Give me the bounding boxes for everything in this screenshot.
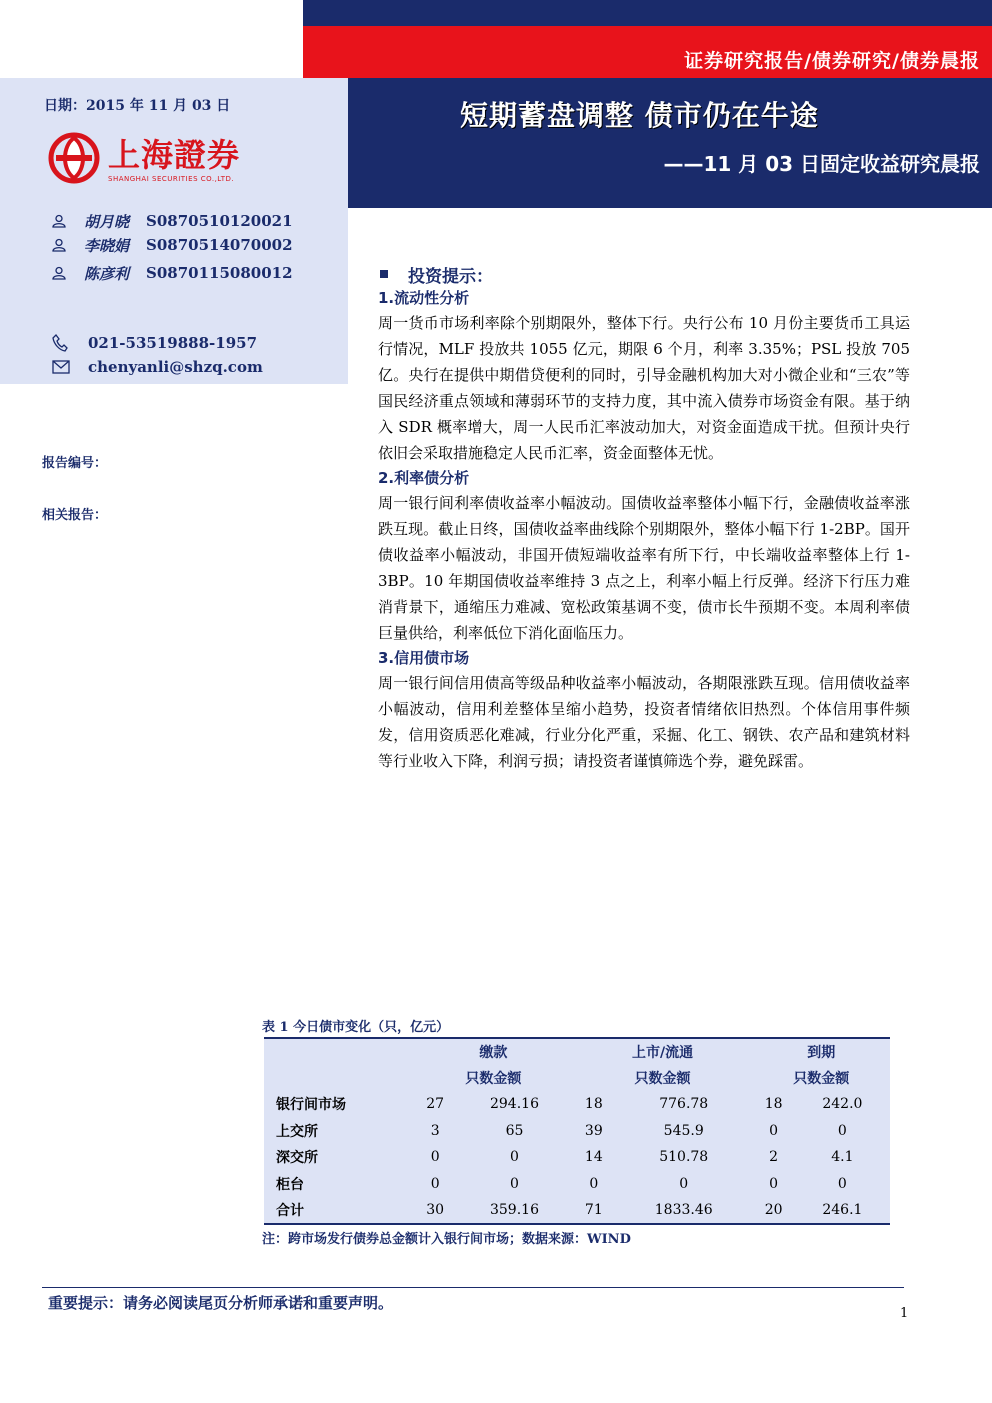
table-row-label: 柜台 bbox=[264, 1171, 414, 1198]
logo-mark-icon bbox=[48, 132, 100, 184]
table-row bbox=[264, 1144, 890, 1171]
table-header-cell: 到期 bbox=[752, 1038, 890, 1065]
table-header-cell: 缴款 bbox=[414, 1038, 573, 1065]
table-row-label: 银行间市场 bbox=[264, 1091, 414, 1118]
table-cell: 0 bbox=[752, 1171, 794, 1198]
report-number-label: 报告编号： bbox=[42, 456, 108, 471]
section-heading: 2.利率债分析 bbox=[378, 469, 470, 487]
section-body: 周一银行间利率债收益率小幅波动。国债收益率整体小幅下行，金融债收益率涨跌互现。截止日终，国债收益率曲线除个别期限外，整体小幅下行 1-2BP。国开债收益率小幅波动，非国开债短端收益率有所下行，中长端收益率整体上行 1-3BP。10 年期国债收益率维持 3 点之上，利率小幅上行反弹。经济下行压力难消背景下，通缩压力难减、宽松政策基调不变，债市长牛预期不变。本周利率债巨量供给，利率低位下消化面临压力。 bbox=[378, 494, 910, 642]
analyst-code: S0870514070002 bbox=[146, 236, 293, 254]
page-number: 1 bbox=[900, 1306, 909, 1321]
analyst-code: S0870510120021 bbox=[146, 212, 293, 230]
analyst-code: S0870115080012 bbox=[146, 264, 293, 282]
table-cell: 1833.46 bbox=[615, 1197, 752, 1224]
phone-icon bbox=[52, 334, 68, 352]
header-top-band bbox=[303, 0, 992, 26]
person-icon bbox=[52, 266, 66, 280]
table-cell: 0 bbox=[414, 1171, 456, 1198]
table-caption: 表 1 今日债市变化（只，亿元） bbox=[262, 1020, 450, 1035]
analyst-name: 李晓娟 bbox=[84, 236, 130, 255]
table-header-cell bbox=[264, 1038, 414, 1065]
main-content bbox=[378, 262, 910, 774]
analyst-name: 胡月晓 bbox=[84, 212, 130, 231]
table-row bbox=[264, 1197, 890, 1224]
person-icon bbox=[52, 238, 66, 252]
table-cell: 71 bbox=[573, 1197, 615, 1224]
report-date: 日期：2015 年 11 月 03 日 bbox=[44, 98, 231, 114]
table-cell: 0 bbox=[573, 1171, 615, 1198]
section-body: 周一银行间信用债高等级品种收益率小幅波动，各期限涨跌互现。信用债收益率小幅波动，信用利差整体呈缩小趋势，投资者情绪依旧热烈。个体信用事件频发，信用资质恶化难减，行业分化严重，采掘、化工、钢铁、农产品和建筑材料等行业收入下降，利润亏损；请投资者谨慎筛选个券，避免踩雷。 bbox=[378, 674, 910, 770]
table-cell: 39 bbox=[573, 1118, 615, 1145]
table-cell: 510.78 bbox=[615, 1144, 752, 1171]
contact-email bbox=[52, 358, 263, 376]
logo-text-en: SHANGHAI SECURITIES CO.,LTD. bbox=[108, 175, 235, 183]
section-heading: 3.信用债市场 bbox=[378, 649, 470, 667]
table-cell: 0 bbox=[414, 1144, 456, 1171]
square-bullet-icon bbox=[380, 270, 388, 278]
contact-phone bbox=[52, 334, 257, 352]
mail-icon bbox=[52, 360, 70, 374]
logo-text-cn: 上海證券 bbox=[108, 136, 241, 174]
table-cell: 65 bbox=[456, 1118, 572, 1145]
table-cell: 18 bbox=[752, 1091, 794, 1118]
analyst-name: 陈彦利 bbox=[84, 264, 130, 283]
table-cell: 246.1 bbox=[795, 1197, 890, 1224]
table-cell: 27 bbox=[414, 1091, 456, 1118]
table-row-label: 深交所 bbox=[264, 1144, 414, 1171]
table-cell: 30 bbox=[414, 1197, 456, 1224]
analyst-row bbox=[52, 210, 293, 232]
section-body: 周一货币市场利率除个别期限外，整体下行。央行公布 10 月份主要货币工具运行情况，MLF 投放共 1055 亿元，期限 6 个月，利率 3.35%；PSL 投放 705 亿。央行在提供中期借贷便利的同时，引导金融机构加大对小微企业和“三农”等国民经济重点领域和薄弱环节的支持力度，其中流入债券市场资金有限。基于纳入 SDR 概率增大，周一人民币汇率波动加大，对资金面造成干扰。但预计央行依旧会采取措施稳定人民币汇率，资金面整体无忧。 bbox=[378, 314, 910, 462]
person-icon bbox=[52, 214, 66, 228]
table-cell: 14 bbox=[573, 1144, 615, 1171]
table-cell: 20 bbox=[752, 1197, 794, 1224]
table-cell: 294.16 bbox=[456, 1091, 572, 1118]
table-cell: 18 bbox=[573, 1091, 615, 1118]
table-header-cell bbox=[264, 1065, 414, 1092]
important-notice: 重要提示：请务必阅读尾页分析师承诺和重要声明。 bbox=[48, 1294, 394, 1312]
report-title: 短期蓄盘调整 债市仍在牛途 bbox=[460, 99, 819, 132]
table-cell: 2 bbox=[752, 1144, 794, 1171]
table-subheader-cell: 只数金额 bbox=[752, 1065, 890, 1092]
table-cell: 3 bbox=[414, 1118, 456, 1145]
table-cell: 0 bbox=[456, 1144, 572, 1171]
table-subheader-cell: 只数金额 bbox=[414, 1065, 573, 1092]
table-cell: 4.1 bbox=[795, 1144, 890, 1171]
tips-heading-text: 投资提示： bbox=[408, 266, 493, 287]
related-reports-label: 相关报告： bbox=[42, 508, 108, 523]
table-row bbox=[264, 1118, 890, 1145]
table-header-cell: 上市/流通 bbox=[573, 1038, 753, 1065]
section-heading: 1.流动性分析 bbox=[378, 289, 470, 307]
table-cell: 242.0 bbox=[795, 1091, 890, 1118]
table-cell: 0 bbox=[615, 1171, 752, 1198]
table-cell: 776.78 bbox=[615, 1091, 752, 1118]
email-link[interactable]: chenyanli@shzq.com bbox=[88, 358, 263, 376]
table-row-label: 合计 bbox=[264, 1197, 414, 1224]
table-row bbox=[264, 1171, 890, 1198]
table-row-label: 上交所 bbox=[264, 1118, 414, 1145]
phone-number: 021-53519888-1957 bbox=[88, 334, 258, 352]
table-cell: 0 bbox=[795, 1118, 890, 1145]
report-subtitle: ——11 月 03 日固定收益研究晨报 bbox=[663, 152, 980, 176]
table-cell: 0 bbox=[795, 1171, 890, 1198]
table-cell: 0 bbox=[456, 1171, 572, 1198]
table-subheader-cell: 只数金额 bbox=[573, 1065, 753, 1092]
table-cell: 359.16 bbox=[456, 1197, 572, 1224]
footer-divider bbox=[42, 1287, 904, 1288]
company-logo bbox=[48, 130, 288, 190]
report-category: 证券研究报告/债券研究/债券晨报 bbox=[684, 50, 980, 72]
analyst-row bbox=[52, 262, 293, 284]
table-cell: 0 bbox=[752, 1118, 794, 1145]
table-header-row bbox=[264, 1038, 890, 1065]
bond-market-table bbox=[264, 1037, 890, 1225]
table-cell: 545.9 bbox=[615, 1118, 752, 1145]
tips-heading bbox=[378, 262, 910, 286]
table-subheader-row bbox=[264, 1065, 890, 1092]
table-row bbox=[264, 1091, 890, 1118]
analyst-row bbox=[52, 234, 293, 256]
table-note: 注：跨市场发行债券总金额计入银行间市场；数据来源：WIND bbox=[262, 1232, 631, 1247]
